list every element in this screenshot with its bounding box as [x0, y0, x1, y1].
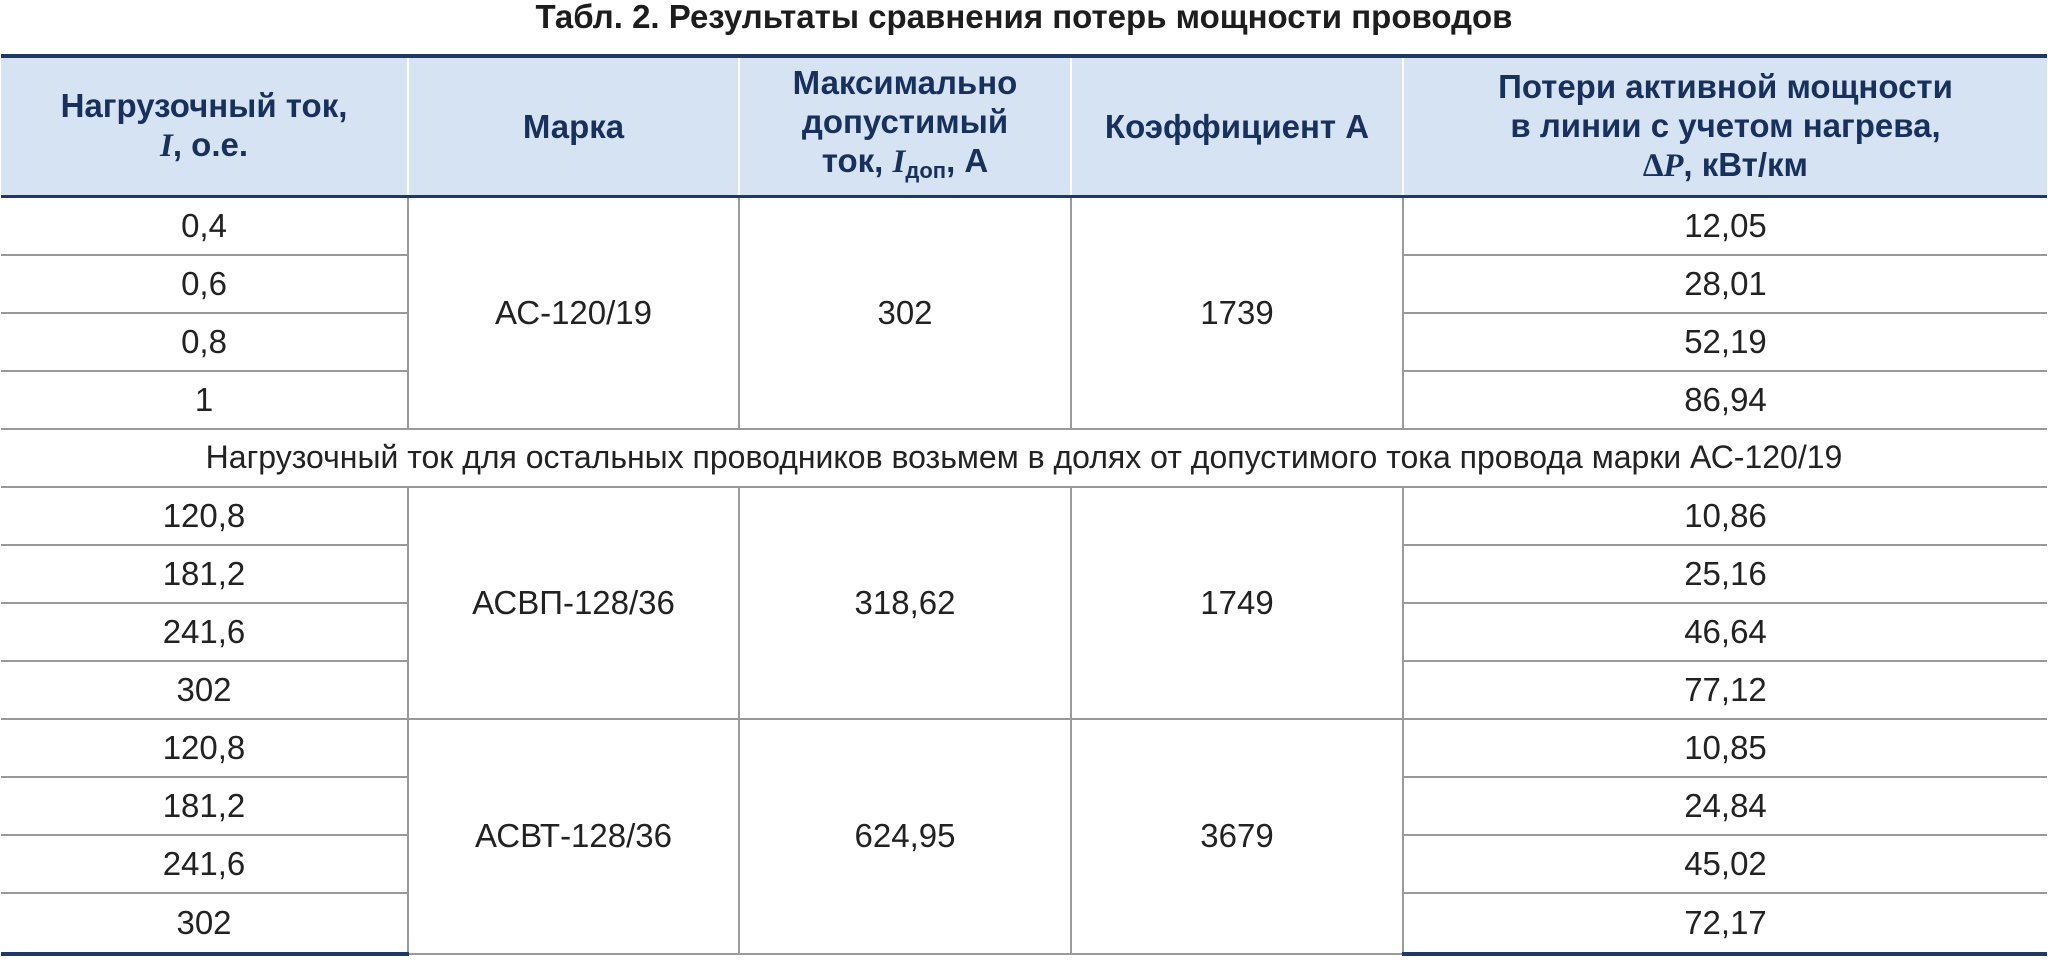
header-power-loss-unit: , кВт/км	[1683, 145, 1808, 183]
header-mark-text: Марка	[522, 107, 625, 145]
cell-coefficient: 3679	[1071, 719, 1403, 954]
cell-power-loss: 25,16	[1403, 545, 2047, 603]
cell-max-current: 302	[739, 196, 1071, 429]
header-coefficient-text: Коэффициент А	[1104, 107, 1370, 145]
table-caption: Табл. 2. Результаты сравнения потерь мощности проводов	[535, 0, 1513, 35]
header-coefficient	[1071, 56, 1403, 196]
header-max-current-subscript: доп	[905, 157, 947, 183]
header-power-loss-line2: в линии с учетом нагрева,	[1510, 106, 1941, 144]
cell-power-loss: 72,17	[1403, 893, 2047, 954]
cell-load-current: 120,8	[1, 487, 408, 545]
cell-max-current: 624,95	[739, 719, 1071, 954]
header-max-current-line2: допустимый	[801, 102, 1009, 140]
table-row	[1, 487, 2047, 545]
cell-coefficient: 1749	[1071, 487, 1403, 719]
cell-power-loss: 24,84	[1403, 777, 2047, 835]
power-loss-table	[1, 54, 2047, 956]
cell-power-loss: 52,19	[1403, 313, 2047, 371]
cell-power-loss: 12,05	[1403, 196, 2047, 255]
table-body	[1, 196, 2047, 954]
cell-load-current: 302	[1, 893, 408, 954]
cell-power-loss: 46,64	[1403, 603, 2047, 661]
cell-power-loss: 86,94	[1403, 371, 2047, 429]
cell-power-loss: 77,12	[1403, 661, 2047, 719]
header-max-current-symbol: I	[892, 143, 906, 180]
cell-max-current: 318,62	[739, 487, 1071, 719]
header-power-loss-line1: Потери активной мощности	[1498, 67, 1953, 105]
cell-mark: АСВП-128/36	[408, 487, 739, 719]
cell-power-loss: 10,86	[1403, 487, 2047, 545]
cell-load-current: 241,6	[1, 835, 408, 893]
cell-mark: АСВТ-128/36	[408, 719, 739, 954]
cell-power-loss: 28,01	[1403, 255, 2047, 313]
header-load-current-unit: , о.е.	[172, 126, 249, 164]
cell-coefficient: 1739	[1071, 196, 1403, 429]
cell-mark: АС-120/19	[408, 196, 739, 429]
table-row	[1, 719, 2047, 777]
cell-load-current: 181,2	[1, 545, 408, 603]
cell-load-current: 0,6	[1, 255, 408, 313]
header-load-current-text: Нагрузочный ток,	[60, 87, 348, 125]
header-max-current-line1: Максимально	[792, 63, 1018, 101]
header-load-current-symbol: I	[159, 128, 173, 165]
header-load-current	[1, 56, 408, 196]
header-power-loss	[1403, 56, 2047, 196]
cell-load-current: 0,8	[1, 313, 408, 371]
header-power-loss-symbol: P	[1663, 147, 1684, 184]
header-max-current	[739, 56, 1071, 196]
table-row	[1, 196, 2047, 255]
cell-load-current: 181,2	[1, 777, 408, 835]
cell-load-current: 0,4	[1, 196, 408, 255]
header-max-current-unit: , А	[946, 141, 989, 179]
cell-power-loss: 45,02	[1403, 835, 2047, 893]
note-text: Нагрузочный ток для остальных проводников возьмем в долях от допустимого тока провода марки АС-120/19	[1, 429, 2047, 487]
header-row	[1, 56, 2047, 196]
cell-power-loss: 10,85	[1403, 719, 2047, 777]
header-power-loss-delta: ∆	[1643, 147, 1664, 184]
header-mark	[408, 56, 739, 196]
header-max-current-prefix: ток,	[821, 141, 893, 179]
note-row	[1, 429, 2047, 487]
cell-load-current: 302	[1, 661, 408, 719]
cell-load-current: 241,6	[1, 603, 408, 661]
cell-load-current: 120,8	[1, 719, 408, 777]
cell-load-current: 1	[1, 371, 408, 429]
table-header	[1, 56, 2047, 196]
